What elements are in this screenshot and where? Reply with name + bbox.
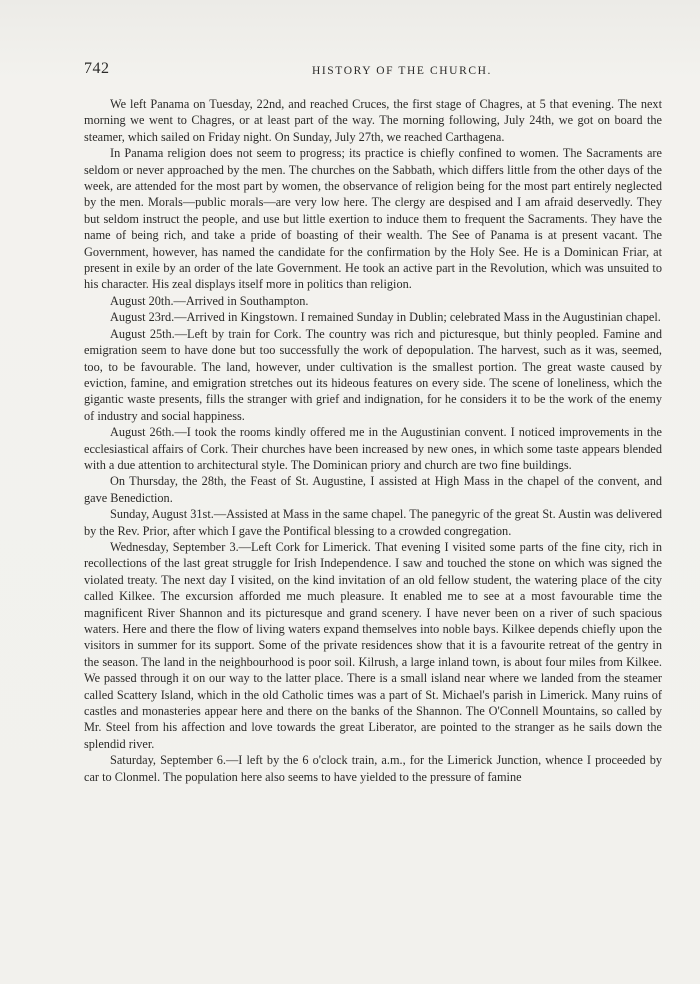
page-number: 742 xyxy=(84,60,110,77)
paragraph: Saturday, September 6.—I left by the 6 o'clock train, a.m., for the Limerick Junction, whence I proceeded by car to Clonmel. The population here also seems to have yielded to the pressure of famine xyxy=(84,753,662,784)
body-text xyxy=(84,96,662,785)
paragraph: August 25th.—Left by train for Cork. The country was rich and picturesque, but thinly peopled. Famine and emigration seem to have done but too successfully the work of depopulation. The harvest, such as it was, seemed, too, to be favourable. The land, however, under cultivation is the smallest portion. The great waste caused by eviction, famine, and emigration stretches out its hideous features on every side. The scene of loneliness, which the gigantic waste presents, fills the stranger with grief and indignation, for he considers it to be the work of the enemy of industry and social happiness. xyxy=(84,326,662,423)
paragraph: August 26th.—I took the rooms kindly offered me in the Augustinian convent. I noticed improvements in the ecclesiastical affairs of Cork. Their churches have been increased by new ones, in which some taste appears blended with a due attention to architectural style. The Dominican priory and church are two fine buildings. xyxy=(84,425,662,472)
running-head: HISTORY OF THE CHURCH. xyxy=(311,65,493,77)
paragraph: In Panama religion does not seem to progress; its practice is chiefly confined to women. The Sacraments are seldom or never approached by the men. The churches on the Sabbath, which differs little from the other days of the week, are attended for the most part by women, the observance of religion being for the most part entirely neglected by the men. Morals—public morals—are very low here. The clergy are despised and I am afraid deservedly. They but seldom instruct the people, and use but little exertion to induce them to frequent the Sacraments. They have the name of being rich, and take a pride of boasting of their wealth. The See of Panama is at present vacant. The Government, however, has named the candidate for the confirmation by the Holy See. He is a Dominican Friar, at present in exile by an order of the late Government. He took an active part in the Revolution, which was unsuited to his character. His zeal displays itself more in politics than religion. xyxy=(84,146,662,292)
page-header xyxy=(84,60,660,84)
paragraph: Sunday, August 31st.—Assisted at Mass in the same chapel. The panegyric of the great St. Austin was delivered by the Rev. Prior, after which I gave the Pontifical blessing to a crowded congregation. xyxy=(84,507,662,538)
paragraph: August 20th.—Arrived in Southampton. xyxy=(110,293,309,308)
paragraph: On Thursday, the 28th, the Feast of St. Augustine, I assisted at High Mass in the chapel of the convent, and gave Benediction. xyxy=(84,474,662,505)
paragraph: We left Panama on Tuesday, 22nd, and reached Cruces, the first stage of Chagres, at 5 that evening. The next morning we went to Chagres, or at least part of the way. The morning following, July 24th, we got on board the steamer, which sailed on Friday night. On Sunday, July 27th, we reached Carthagena. xyxy=(84,97,662,144)
paragraph: Wednesday, September 3.—Left Cork for Limerick. That evening I visited some parts of the fine city, rich in recollections of the last great struggle for Irish Independence. I saw and touched the stone on which was signed the violated treaty. The next day I visited, on the kind invitation of an old fellow student, the watering place of the city called Kilkee. The excursion afforded me much pleasure. It enabled me to see at a most favourable time the magnificent River Shannon and its picturesque and grand scenery. I have never been on a river of such spacious waters. Here and there the flow of living waters expand themselves into noble bays. Kilkee depends chiefly upon the visitors in summer for its support. Some of the private residences show that it is a favourite retreat of the gentry in the season. The land in the neighbourhood is poor soil. Kilrush, a large inland town, is about four miles from Kilkee. We passed through it on our way to the latter place. There is a small island near where we landed from the steamer called Scattery Island, which in the old Catholic times was a part of St. Michael's parish in Limerick. Many ruins of castles and monasteries appear here and there on the banks of the Shannon. The O'Connell Mountains, so called by Mr. Steel from his affection and love towards the great Liberator, are pointed to the stranger as he sails down the splendid river. xyxy=(84,539,662,751)
paragraph: August 23rd.—Arrived in Kingstown. I remained Sunday in Dublin; celebrated Mass in the Augustinian chapel. xyxy=(110,310,661,325)
